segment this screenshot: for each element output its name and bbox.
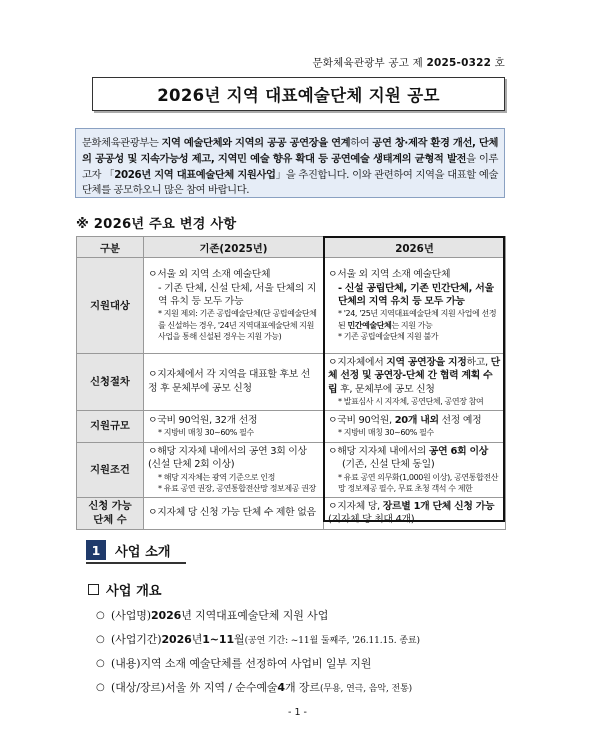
changes-table xyxy=(76,236,505,527)
header-old: 기존(2025년) xyxy=(144,237,324,258)
list-item: ○ (대상/장르) 서울 外 지역 / 순수예술 4 개 장르 (무용, 연극, 음악, 전통) xyxy=(96,680,413,694)
intro-paragraph: 문화체육관광부는 지역 예술단체와 지역의 공공 공연장을 연계하여 공연 창·제작 환경 개선, 단체의 공공성 및 지속가능성 제고, 지역민 예술 향유 확대 등 공연예술 생태계의 균형적 발전을 이루고자 「2026년 지역 대표예술단체 지원사업」을 추진합니다. 이와 관련하여 지역을 대표할 예술단체를 공모하오니 많은 참여 바랍니다. xyxy=(75,128,505,198)
circle-bullet-icon: ○ xyxy=(96,657,105,669)
circle-bullet-icon: ○ xyxy=(96,609,105,621)
notice-number: 문화체육관광부 공고 제 2025-0322 호 xyxy=(312,57,505,69)
table-header-row xyxy=(77,237,506,258)
old-eligibility: ㅇ서울 외 지역 소재 예술단체 - 기존 단체, 신설 단체, 서울 단체의 지역 유치 등 모두 가능 * 지원 제외: 기존 공립예술단체(단 공립예술단체를 신설하는 경우, '24년 지역대표예술단체 지원사업을 통해 신설된 경우는 지원 가능) xyxy=(144,258,324,354)
checkbox-square-icon xyxy=(88,584,99,595)
overview-list xyxy=(96,603,516,699)
table-row xyxy=(77,497,506,529)
table-row xyxy=(77,410,506,442)
header-category: 구분 xyxy=(77,237,144,258)
section-1-title: 사업 소개 xyxy=(115,544,171,560)
new-scale: ㅇ국비 90억원, 20개 내외 선정 예정 * 지방비 매칭 30~60% 필수 xyxy=(324,410,506,442)
row-label-procedure: 신청절차 xyxy=(77,354,144,411)
overview-heading: 사업 개요 xyxy=(88,580,162,599)
new-conditions: ㅇ해당 지자체 내에서의 공연 6회 이상 (기존, 신설 단체 동일) * 유료 공연 의무화(1,000원 이상), 공연통합전산망 정보제공 필수, 무료 초청 객석 수 제한 xyxy=(324,442,506,497)
list-item: ○ (사업명) 2026 년 지역대표예술단체 지원 사업 xyxy=(96,608,329,622)
old-quota: ㅇ지자체 당 신청 가능 단체 수 제한 없음 xyxy=(144,497,324,529)
section-underline xyxy=(86,562,186,564)
list-item: ○ (사업기간) 2026 년 1~11 월 (공연 기간: ~11월 둘째주, '26.11.15. 종료) xyxy=(96,632,420,646)
section-number-badge: 1 xyxy=(86,540,106,560)
new-quota: ㅇ지자체 당, 장르별 1개 단체 신청 가능(지자체 당 최대 4개) xyxy=(324,497,506,529)
header-new: 2026년 xyxy=(324,237,506,258)
section-1-heading xyxy=(86,540,171,560)
new-eligibility: ㅇ서울 외 지역 소재 예술단체 - 신설 공립단체, 기존 민간단체, 서울 단체의 지역 유치 등 모두 가능 * '24, '25년 지역대표예술단체 지원 사업에 선정된 민간예술단체는 지원 가능 * 기존 공립예술단체 지원 불가 xyxy=(324,258,506,354)
row-label-conditions: 지원조건 xyxy=(77,442,144,497)
old-procedure: ㅇ지자체에서 각 지역을 대표할 후보 선정 후 문체부에 공모 신청 xyxy=(144,354,324,411)
row-label-scale: 지원규모 xyxy=(77,410,144,442)
row-label-eligibility: 지원대상 xyxy=(77,258,144,354)
old-conditions: ㅇ해당 지자체 내에서의 공연 3회 이상 (신설 단체 2회 이상) * 해당 지자체는 광역 기준으로 인정 * 유료 공연 권장, 공연통합전산망 정보제공 권장 xyxy=(144,442,324,497)
row-label-quota: 신청 가능 단체 수 xyxy=(77,497,144,529)
table-row xyxy=(77,442,506,497)
new-procedure: ㅇ지자체에서 지역 공연장을 지정하고, 단체 선정 및 공연장-단체 간 협력 계획 수립 후, 문체부에 공모 신청 * 발표심사 시 지자체, 공연단체, 공연장 참여 xyxy=(324,354,506,411)
list-item: ○ (내용) 지역 소재 예술단체를 선정하여 사업비 일부 지원 xyxy=(96,657,372,670)
document-title: 2026년 지역 대표예술단체 지원 공모 xyxy=(92,77,505,111)
table-row xyxy=(77,258,506,354)
table-row xyxy=(77,354,506,411)
circle-bullet-icon: ○ xyxy=(96,633,105,645)
circle-bullet-icon: ○ xyxy=(96,681,105,693)
page-number: - 1 - xyxy=(288,707,307,718)
old-scale: ㅇ국비 90억원, 32개 선정 * 지방비 매칭 30~60% 필수 xyxy=(144,410,324,442)
changes-heading: ※ 2026년 주요 변경 사항 xyxy=(76,217,237,232)
